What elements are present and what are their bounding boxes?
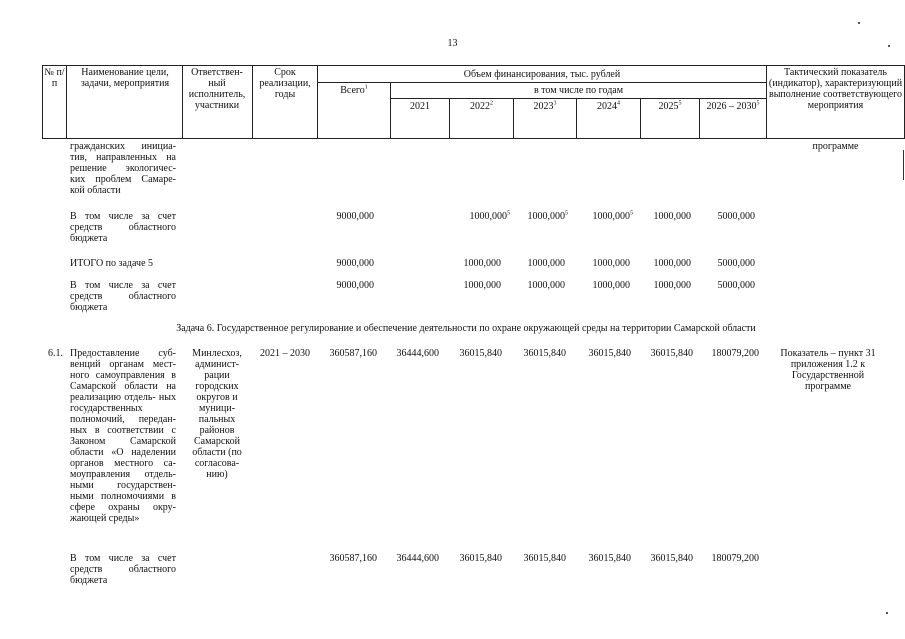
header-finance: Объем финансирования, тыс. рублей: [463, 69, 621, 80]
cell-total: 9000,000: [336, 211, 374, 222]
header-executor: Ответствен- ный исполнитель, участники: [188, 67, 246, 111]
cell-2022: 1000,000: [463, 258, 501, 269]
cell-2024: 36015,840: [588, 348, 631, 359]
header-year: 2021: [410, 101, 430, 112]
cell-2022: 1000,000: [463, 280, 501, 291]
cell-2021: 36444,600: [396, 553, 439, 564]
header-by-years: в том числе по годам: [533, 85, 624, 96]
cell-2026-2030: 5000,000: [717, 211, 755, 222]
row-indicator: Показатель – пункт 31 приложения 1.2 к Государственной программе: [780, 348, 876, 392]
cell-total: 360587,160: [329, 553, 377, 564]
cell-total: 9000,000: [336, 280, 374, 291]
row-name: В том числе за счет средств областного бюджета: [70, 553, 176, 586]
header-term: Срок реализации, годы: [259, 67, 311, 100]
row-term: 2021 – 2030: [260, 348, 310, 359]
cell-2023: 1000,000: [527, 258, 565, 269]
cell-2021: 36444,600: [396, 348, 439, 359]
cell-2023: 36015,840: [523, 348, 566, 359]
header-divider: [766, 65, 767, 139]
header-divider: [390, 98, 766, 99]
header-year: 2025$^5$: [658, 100, 682, 112]
header-name: Наименование цели, задачи, мероприятия: [80, 67, 170, 89]
cell-2024: 36015,840: [588, 553, 631, 564]
header-year: 2023$^3$: [533, 100, 557, 112]
header-total: Всего$^1$: [340, 84, 368, 96]
header-indicator: Тактический показатель (индикатор), характеризующий выполнение соответствующего мероприятия: [768, 67, 903, 111]
cell-2023: 1000,000: [527, 280, 565, 291]
cell-2024: 1000,000: [592, 280, 630, 291]
scan-speck: [886, 612, 888, 614]
cell-2026-2030: 5000,000: [717, 280, 755, 291]
cell-2026-2030: 180079,200: [711, 553, 759, 564]
row-name: В том числе за счет средств областного бюджета: [70, 211, 176, 244]
cell-2024: 1000,000: [592, 258, 630, 269]
continued-name: гражданских инициа- тив, направленных на решение экологичес- ких проблем Самаре- кой области: [70, 141, 176, 196]
header-year: 2022$^2$: [470, 100, 493, 112]
cell-2026-2030: 180079,200: [711, 348, 759, 359]
cell-2023: 1000,000$^5$: [527, 210, 568, 222]
task-heading: Задача 6. Государственное регулирование и обеспечение деятельности по охране окружающей среды на территории Самарской области: [176, 323, 756, 334]
cell-2022: 36015,840: [459, 348, 502, 359]
cell-2025: 1000,000: [653, 211, 691, 222]
cell-2023: 36015,840: [523, 553, 566, 564]
row-name: В том числе за счет средств областного бюджета: [70, 280, 176, 313]
scan-speck: [858, 22, 860, 24]
scan-edge-mark: [903, 150, 904, 180]
header-divider: [182, 65, 183, 139]
cell-2024: 1000,000$^5$: [592, 210, 633, 222]
cell-2022: 1000,000$^5$: [469, 210, 510, 222]
header-year: 2026 – 2030$^5$: [706, 100, 760, 112]
page-number: 13: [447, 38, 458, 49]
row-name: Предоставление суб- венций органам мест- ного самоуправления в Самарской области на реализацию отдель- ных государственных полномочий, передан- ных в соответствии с Законом Самарской области «О наделении органов местного са- моуправления отдель- ными государствен- ными полномочиями в сфере охраны окру- жающей среды»: [70, 348, 176, 524]
header-year: 2024$^4$: [597, 100, 620, 112]
cell-total: 360587,160: [329, 348, 377, 359]
header-divider: [66, 65, 67, 139]
cell-2025: 1000,000: [653, 258, 691, 269]
row-name: ИТОГО по задаче 5: [70, 258, 154, 269]
header-divider: [317, 82, 766, 83]
header-num: № п/п: [44, 67, 65, 89]
scan-speck: [888, 45, 890, 47]
cell-2026-2030: 5000,000: [717, 258, 755, 269]
cell-2022: 36015,840: [459, 553, 502, 564]
cell-total: 9000,000: [336, 258, 374, 269]
row-executor: Минлесхоз, админист- рации городских округов и муници- пальных районов Самарской области (по согласова- нию): [192, 348, 242, 480]
header-divider: [252, 65, 253, 139]
continued-indicator: программе: [812, 141, 859, 152]
cell-2025: 36015,840: [650, 348, 693, 359]
cell-2025: 36015,840: [650, 553, 693, 564]
cell-2025: 1000,000: [653, 280, 691, 291]
row-number: 6.1.: [48, 348, 63, 359]
